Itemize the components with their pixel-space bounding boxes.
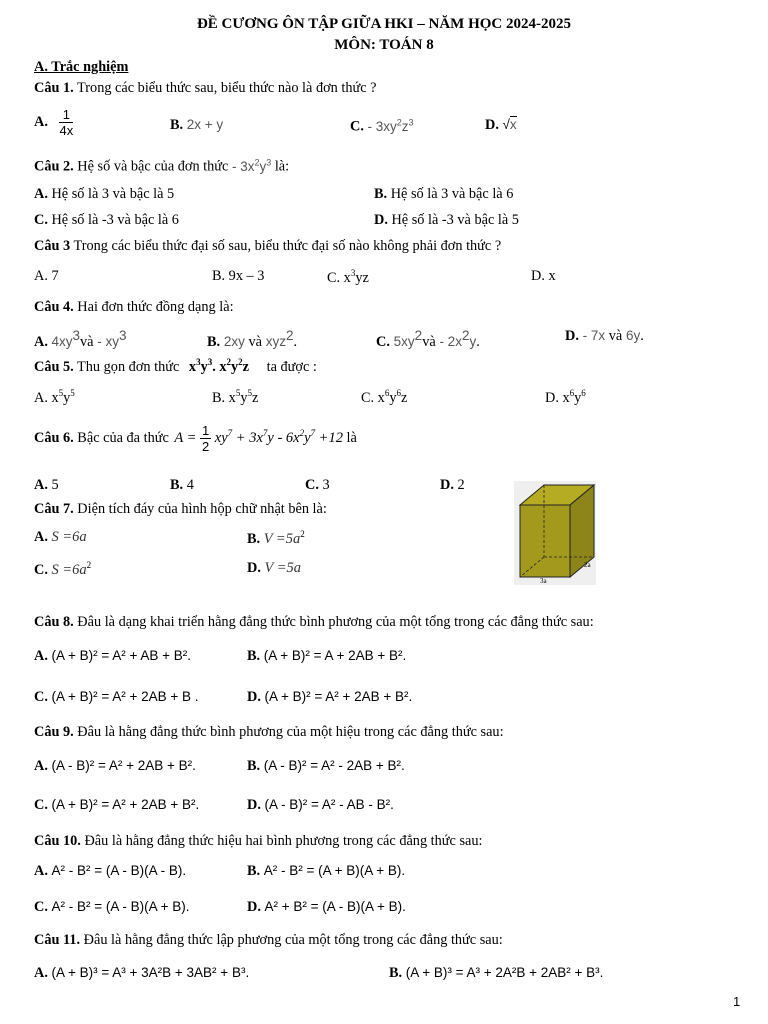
q4-a-term2: - xy (93, 333, 120, 349)
q1-option-c-label: C. (350, 118, 364, 135)
q6-option-d-value: 2 (457, 477, 465, 493)
question-3 (34, 238, 501, 255)
q6-half-den: 2 (201, 439, 210, 454)
q6-poly-name: A = (174, 429, 197, 446)
question-9 (34, 724, 504, 741)
subject-title: MÔN: TOÁN 8 (334, 37, 434, 53)
question-1-text: Trong các biểu thức sau, biểu thức nào là đơn thức ? (73, 80, 377, 96)
q1-option-c-expr (367, 119, 413, 134)
q1-option-a-label: A. (34, 113, 48, 130)
q1-option-d (485, 117, 517, 134)
question-7-text: Diện tích đáy của hình hộp chữ nhật bên là: (73, 501, 327, 517)
q10-option-b-expr: A² - B² = (A + B)(A + B). (263, 863, 406, 878)
q2-option-c (34, 212, 179, 229)
q7-option-d-expr: V =5a (264, 560, 301, 576)
question-6-text: Bậc của đa thức (73, 429, 173, 446)
q1-option-d-expr (502, 116, 516, 132)
q5-a-base: A. x (34, 389, 59, 406)
q4-b-and: và (248, 333, 262, 350)
q2-option-a-label: A. (34, 186, 48, 202)
question-8-text: Đâu là dạng khai triển hằng đẳng thức bình phương của một tổng trong các đẳng thức sau: (73, 614, 594, 630)
q2-option-a-text: Hệ số là 3 và bậc là 5 (47, 186, 175, 202)
question-7-label: Câu 7. (34, 501, 74, 517)
q10-option-c (34, 899, 190, 916)
q1-option-a (34, 107, 73, 138)
q6-option-a-value: 5 (51, 477, 59, 493)
q6-t3e: 2 (299, 427, 305, 438)
q6-t1: xy (214, 429, 228, 446)
page-number: 1 (733, 994, 741, 1009)
q7-option-a-expr: S =6a (51, 529, 87, 545)
question-6-label: Câu 6. (34, 429, 74, 446)
q9-option-c (34, 797, 199, 814)
section-multiple-choice: A. Trắc nghiệm (34, 59, 129, 75)
q6-option-b-label: B. (170, 477, 184, 493)
q2-mono-y: y (259, 158, 267, 174)
q5-ex1e: 3 (196, 357, 201, 367)
q10-option-b-label: B. (247, 863, 261, 879)
q3-option-a: A. 7 (34, 268, 59, 284)
q4-option-d-label: D. (565, 328, 579, 344)
q5-c-z: z (401, 389, 408, 406)
q4-b-end: . (293, 333, 298, 350)
q4-option-d (565, 328, 644, 345)
q4-b-term1: 2xy (220, 333, 245, 349)
q6-option-d-label: D. (440, 477, 454, 493)
q3-c-rest: yz (355, 269, 369, 286)
q1-fraction-num: 1 (59, 107, 73, 123)
q1-option-d-label: D. (485, 117, 499, 133)
q6-option-a (34, 477, 59, 494)
q7-option-a-label: A. (34, 529, 48, 545)
q9-option-a-label: A. (34, 758, 48, 774)
question-6-text-end: là (342, 429, 357, 446)
q4-c-and: và (422, 333, 436, 350)
q4-option-b (207, 328, 297, 351)
q6-t3: y (304, 429, 311, 446)
q4-a-exp1: 3 (72, 328, 81, 343)
question-5 (34, 357, 317, 376)
question-11-label: Câu 11. (34, 932, 81, 948)
q7-option-a (34, 529, 87, 546)
q5-d-e1: 6 (569, 388, 575, 398)
q5-ex1: x (188, 358, 197, 375)
q5-option-d (545, 388, 586, 407)
question-7 (34, 501, 327, 518)
q6-option-c-label: C. (305, 477, 319, 493)
q7-option-c-exp: 2 (86, 560, 92, 570)
q5-b-z: z (252, 389, 259, 406)
dimension-2a: 2a (584, 561, 591, 569)
q8-option-d-label: D. (247, 689, 261, 705)
q6-t1e: 7 (227, 427, 233, 438)
q5-c-base: C. x (361, 389, 385, 406)
q5-b-e1: 5 (235, 388, 241, 398)
q2-mono-base: - 3x (231, 158, 255, 174)
q9-option-a (34, 758, 196, 775)
q5-c-y: y (389, 389, 397, 406)
q6-option-c (305, 477, 330, 494)
q6-option-b (170, 477, 194, 494)
q7-option-b-expr: V =5a (263, 530, 301, 547)
q7-option-c-label: C. (34, 561, 48, 578)
document-title: ĐỀ CƯƠNG ÔN TẬP GIỮA HKI – NĂM HỌC 2024-2025 (196, 16, 572, 32)
q2-option-b (374, 186, 513, 203)
q11-option-a (34, 965, 249, 982)
q9-option-a-expr: (A - B)² = A² + 2AB + B². (51, 758, 196, 773)
q11-option-a-label: A. (34, 965, 48, 981)
q8-option-c-expr: (A + B)² = A² + 2AB + B . (51, 689, 199, 704)
q10-option-d-label: D. (247, 899, 261, 915)
q2-option-c-label: C. (34, 212, 48, 228)
q5-option-a (34, 388, 75, 407)
q10-option-a-expr: A² - B² = (A - B)(A - B). (51, 863, 187, 878)
question-8-label: Câu 8. (34, 614, 74, 630)
q5-ex5: z (242, 358, 250, 375)
q6-t2e: 7 (262, 427, 268, 438)
q11-option-b-expr: (A + B)³ = A³ + 2A²B + 2AB² + B³. (405, 965, 604, 980)
q9-option-c-expr: (A + B)² = A² + 2AB + B². (51, 797, 200, 812)
question-10-text: Đâu là hằng đẳng thức hiệu hai bình phương trong các đẳng thức sau: (80, 833, 483, 849)
box-front-face (520, 505, 570, 577)
q6-t2b: y - 6x (267, 429, 300, 446)
sqrt-radicand: x (509, 117, 517, 132)
question-10-label: Câu 10. (34, 833, 81, 849)
q5-ex4e: 2 (238, 357, 243, 367)
q5-d-e2: 6 (581, 388, 586, 398)
q2-mono-exp1: 2 (254, 157, 260, 167)
q2-option-d (374, 212, 519, 229)
question-4 (34, 299, 234, 316)
q6-t4e: 7 (310, 427, 316, 438)
q8-option-c-label: C. (34, 689, 48, 705)
question-2-label: Câu 2. (34, 158, 74, 175)
q11-option-b-label: B. (389, 965, 403, 981)
q9-option-d-label: D. (247, 797, 261, 813)
q10-option-a (34, 863, 186, 880)
q8-option-d (247, 689, 412, 706)
q5-ex2e: 3 (207, 357, 213, 367)
q4-option-c (376, 328, 480, 351)
q7-option-d (247, 560, 301, 577)
q4-option-a (34, 328, 127, 351)
q2-monomial (232, 159, 271, 174)
q1-fraction-den: 4x (59, 123, 74, 138)
question-1 (34, 80, 377, 97)
q8-option-b-label: B. (247, 648, 261, 664)
q2-option-d-label: D. (374, 212, 388, 228)
question-11 (34, 932, 503, 949)
q11-option-b (389, 965, 603, 982)
q6-polynomial (214, 427, 343, 446)
q4-c-exp2: 2 (461, 328, 470, 343)
question-2-text-end: là: (271, 158, 290, 175)
q8-option-a (34, 648, 191, 665)
q10-option-d (247, 899, 406, 916)
q1-c-exp1: 2 (396, 117, 402, 127)
q1-c-exp2: 3 (408, 117, 414, 127)
q5-expression (189, 359, 249, 375)
question-1-label: Câu 1. (34, 80, 74, 96)
q8-option-d-expr: (A + B)² = A² + 2AB + B². (264, 689, 413, 704)
q7-option-b (247, 529, 305, 548)
q5-d-y: y (574, 389, 582, 406)
q10-option-b (247, 863, 405, 880)
q5-option-c (361, 388, 407, 407)
q2-option-b-text: Hệ số là 3 và bậc là 6 (387, 186, 514, 202)
q2-option-a (34, 186, 174, 203)
q10-option-c-label: C. (34, 899, 48, 915)
q10-option-a-label: A. (34, 863, 48, 879)
question-6 (34, 423, 357, 454)
q2-option-b-label: B. (374, 186, 388, 202)
q2-option-d-text: Hệ số là -3 và bậc là 5 (387, 212, 519, 228)
q5-b-y: y (240, 389, 248, 406)
q6-option-a-label: A. (34, 477, 48, 493)
q6-t2: + 3x (232, 429, 263, 446)
q1-c-z: z (401, 118, 409, 134)
q3-c-base: C. x (327, 269, 351, 286)
q7-option-c (34, 560, 91, 579)
q9-option-b-expr: (A - B)² = A² - 2AB + B². (263, 758, 405, 773)
q8-option-c (34, 689, 199, 706)
q4-d-term2: 6y (622, 328, 641, 343)
q1-option-b-expr: 2x + y (186, 117, 224, 132)
q7-option-b-label: B. (247, 530, 261, 547)
q10-option-d-expr: A² + B² = (A - B)(A + B). (264, 899, 406, 914)
q4-d-end: . (640, 328, 644, 344)
q2-option-c-text: Hệ số là -3 và bậc là 6 (47, 212, 179, 228)
question-8 (34, 614, 594, 631)
q7-option-c-expr: S =6a (51, 561, 87, 578)
q4-b-term2: xyz (261, 333, 286, 349)
q1-fraction (59, 107, 73, 138)
q1-option-b-label: B. (170, 117, 184, 133)
q4-a-and: và (80, 333, 94, 350)
q10-option-c-expr: A² - B² = (A - B)(A + B). (51, 899, 190, 914)
question-4-label: Câu 4. (34, 299, 74, 315)
q4-option-a-label: A. (34, 333, 48, 350)
q9-option-b (247, 758, 405, 775)
q1-option-c (350, 117, 414, 136)
question-3-label: Câu 3 (34, 238, 71, 254)
q4-c-end: . (476, 333, 480, 350)
q5-b-base: B. x (212, 389, 236, 406)
q1-c-base: - 3xy (367, 118, 397, 134)
q4-d-term1: - 7x (578, 328, 606, 343)
q6-option-c-value: 3 (322, 477, 330, 493)
q5-c-e2: 6 (396, 388, 401, 398)
q5-a-y: y (63, 389, 71, 406)
q4-c-term2: - 2x (435, 333, 462, 349)
q9-option-c-label: C. (34, 797, 48, 813)
sqrt-sign: √ (502, 117, 510, 132)
q2-mono-exp2: 3 (266, 157, 272, 167)
q5-ex3: . x (212, 358, 227, 375)
q5-ex2: y (200, 358, 208, 375)
question-5-label: Câu 5. (34, 358, 74, 375)
q11-option-a-expr: (A + B)³ = A³ + 3A²B + 3AB² + B³. (51, 965, 250, 980)
q4-c-term1: 5xy (389, 333, 415, 349)
q3-option-b: B. 9x – 3 (212, 268, 265, 284)
q6-option-b-value: 4 (186, 477, 194, 493)
rectangular-box-figure (514, 481, 596, 585)
q3-option-c (327, 268, 369, 287)
q4-c-term2-y: y (469, 333, 477, 349)
q1-option-b (170, 117, 223, 134)
q4-option-c-label: C. (376, 333, 390, 350)
question-4-text: Hai đơn thức đồng dạng là: (73, 299, 234, 315)
q7-option-d-label: D. (247, 560, 261, 576)
q3-option-d: D. x (531, 268, 556, 284)
q9-option-d-expr: (A - B)² = A² - AB - B². (264, 797, 394, 812)
q9-option-b-label: B. (247, 758, 261, 774)
question-5-text: Thu gọn đơn thức (73, 358, 183, 375)
q6-t4: +12 (315, 429, 343, 446)
question-9-label: Câu 9. (34, 724, 74, 740)
q8-option-b-expr: (A + B)² = A + 2AB + B². (263, 648, 407, 663)
q6-half (200, 423, 211, 454)
question-5-text-end: ta được : (266, 358, 317, 375)
question-11-text: Đâu là hằng đẳng thức lập phương của một tổng trong các đẳng thức sau: (80, 932, 503, 948)
q4-option-b-label: B. (207, 333, 221, 350)
question-2-text: Hệ số và bậc của đơn thức (73, 158, 232, 175)
q9-option-d (247, 797, 394, 814)
q4-a-exp2: 3 (119, 328, 127, 343)
q5-c-e1: 6 (384, 388, 390, 398)
question-10 (34, 833, 483, 850)
q8-option-b (247, 648, 406, 665)
q8-option-a-label: A. (34, 648, 48, 664)
q5-ex3e: 2 (226, 357, 232, 367)
q5-b-e2: 5 (247, 388, 252, 398)
dimension-3a: 3a (540, 577, 547, 585)
q5-a-e1: 5 (58, 388, 64, 398)
q8-option-a-expr: (A + B)² = A² + AB + B². (51, 648, 192, 663)
question-9-text: Đâu là hằng đẳng thức bình phương của một hiệu trong các đẳng thức sau: (73, 724, 504, 740)
question-2 (34, 157, 289, 176)
q5-a-e2: 5 (70, 388, 75, 398)
q7-option-b-exp: 2 (300, 529, 305, 539)
q4-a-term1: 4xy (51, 333, 73, 349)
q5-option-b (212, 388, 258, 407)
q6-option-d (440, 477, 465, 494)
q5-ex4: y (231, 358, 239, 375)
q5-d-base: D. x (545, 389, 570, 406)
q4-b-exp: 2 (285, 328, 294, 343)
q4-c-exp1: 2 (414, 328, 423, 343)
q3-c-exp: 3 (350, 268, 356, 278)
question-3-text: Trong các biểu thức đại số sau, biểu thức đại số nào không phải đơn thức ? (70, 238, 502, 254)
q4-d-and: và (608, 328, 623, 344)
q6-half-num: 1 (201, 423, 210, 438)
